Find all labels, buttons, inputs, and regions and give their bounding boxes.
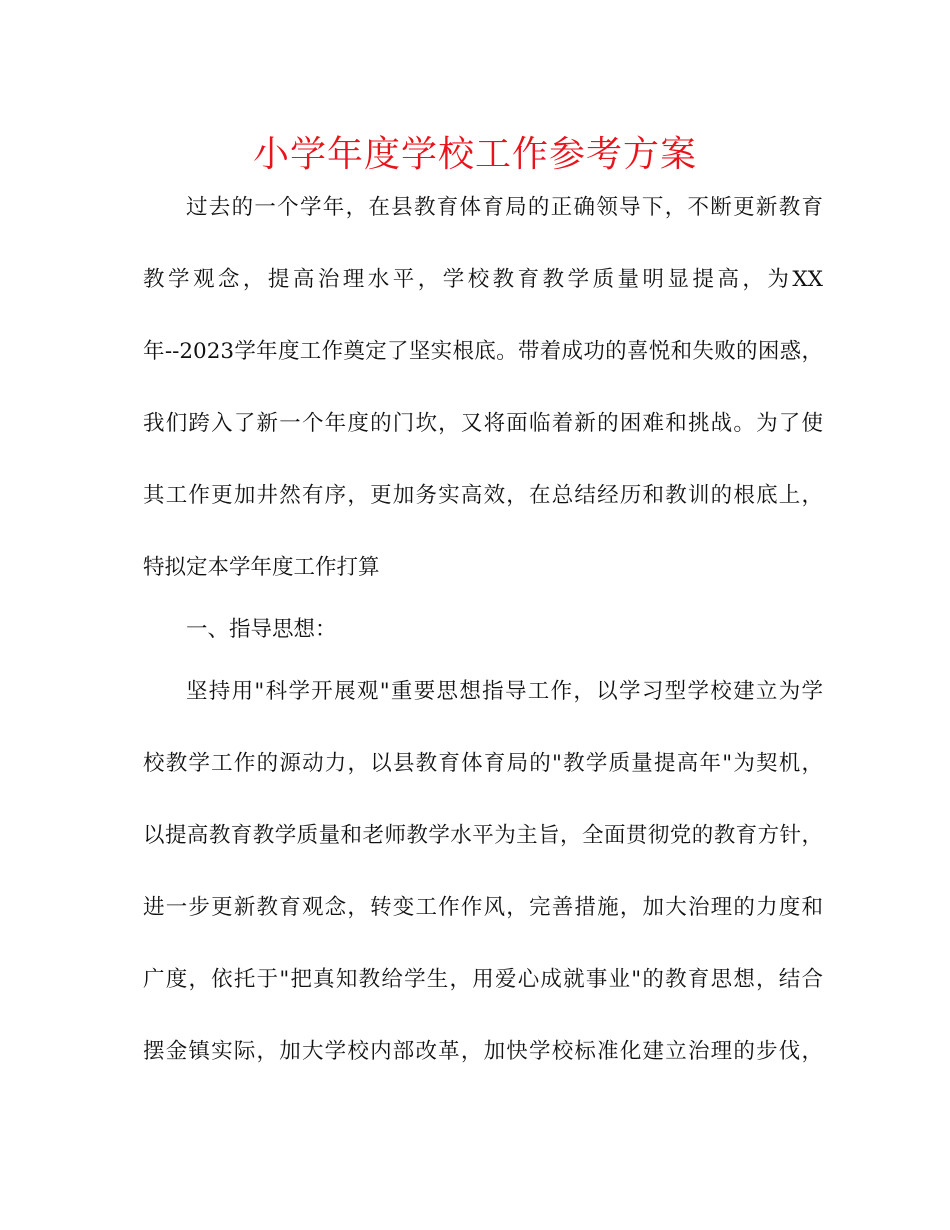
paragraph-line: 我们跨入了新一个年度的门坎，又将面临着新的困难和挑战。为了使 <box>143 411 823 436</box>
paragraph-line: 坚持用"科学开展观"重要思想指导工作，以学习型学校建立为学 <box>186 679 823 704</box>
paragraph-line: 特拟定本学年度工作打算 <box>143 555 380 580</box>
paragraph-line: 过去的一个学年，在县教育体育局的正确领导下，不断更新教育 <box>186 195 823 220</box>
section-heading: 一、指导思想： <box>186 617 337 642</box>
document-title: 小学年度学校工作参考方案 <box>252 134 697 175</box>
paragraph-line: 摆金镇实际，加大学校内部改革，加快学校标准化建立治理的步伐， <box>143 1039 823 1064</box>
paragraph-line: 进一步更新教育观念，转变工作作风，完善措施，加大治理的力度和 <box>143 895 823 920</box>
paragraph-line: 以提高教育教学质量和老师教学水平为主旨，全面贯彻党的教育方针， <box>143 823 823 848</box>
paragraph-line: 年--2023学年度工作奠定了坚实根底。带着成功的喜悦和失败的困惑， <box>143 339 823 364</box>
paragraph-line: 教学观念，提高治理水平，学校教育教学质量明显提高，为XX <box>143 267 823 292</box>
paragraph-line: 其工作更加井然有序，更加务实高效，在总结经历和教训的根底上， <box>143 483 823 508</box>
paragraph-line: 校教学工作的源动力，以县教育体育局的"教学质量提高年"为契机， <box>143 751 823 776</box>
paragraph-line: 广度，依托于"把真知教给学生，用爱心成就事业"的教育思想，结合 <box>143 967 823 992</box>
